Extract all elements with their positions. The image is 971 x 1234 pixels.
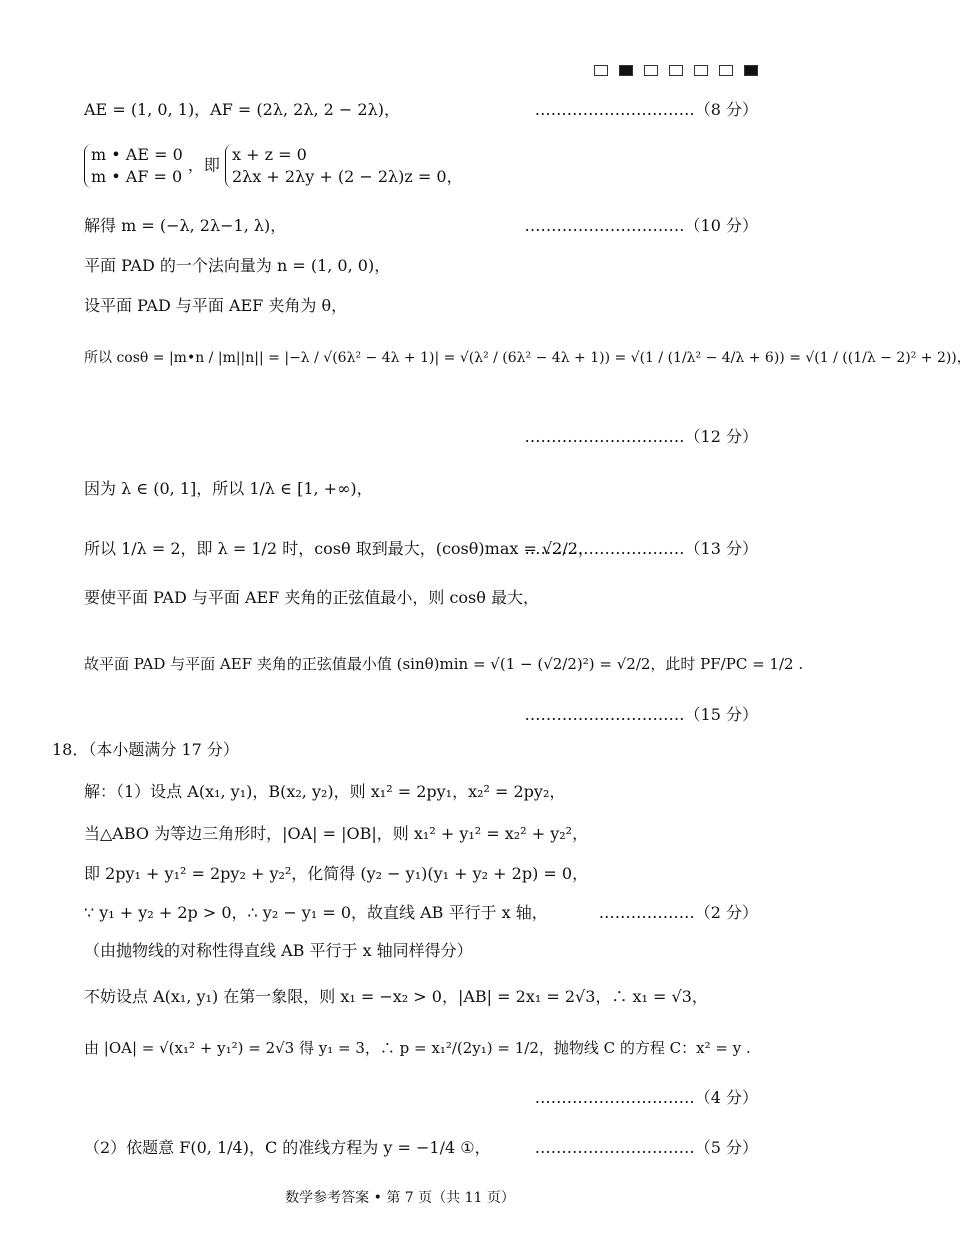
score-15: …………………………（15 分） — [524, 705, 758, 724]
line-angle: 设平面 PAD 与平面 AEF 夹角为 θ， — [84, 296, 348, 315]
score-2: ………………（2 分） — [598, 903, 758, 922]
system-right — [225, 144, 463, 188]
page-mark-3 — [644, 65, 658, 76]
line-lambda-range: 因为 λ ∈ (0, 1]，所以 1/λ ∈ [1, +∞)， — [84, 479, 373, 498]
page-mark-2 — [619, 65, 633, 76]
eq-lambda: 2λx + 2λy + (2 − 2λ)z = 0， — [231, 167, 463, 186]
line-first-quadrant: 不妨设点 A(x₁, y₁) 在第一象限，则 x₁ = −x₂ > 0，|AB| = 2x₁ = 2√3，∴ x₁ = √3， — [84, 987, 708, 1006]
score-5: …………………………（5 分） — [534, 1138, 758, 1157]
system-left — [84, 144, 183, 188]
line-points: 解：（1）设点 A(x₁, y₁)，B(x₂, y₂)，则 x₁² = 2py₁，x₂² = 2py₂， — [84, 782, 566, 801]
score-13: …………………………（13 分） — [524, 539, 758, 558]
eq-xz: x + z = 0 — [231, 145, 307, 164]
score-12: …………………………（12 分） — [524, 427, 758, 446]
score-10: …………………………（10 分） — [524, 216, 758, 235]
line-focus: （2）依题意 F(0, 1/4)，C 的准线方程为 y = −1/4 ①， — [84, 1138, 491, 1157]
question-18: 18．（本小题满分 17 分） — [52, 740, 239, 759]
score-8: …………………………（8 分） — [534, 100, 758, 119]
system-connector: ，即 — [187, 155, 220, 175]
page-mark-4 — [669, 65, 683, 76]
line-vectors: AE = (1, 0, 1)，AF = (2λ, 2λ, 2 − 2λ)， — [84, 100, 400, 119]
line-system — [84, 144, 760, 188]
line-solve-m: 解得 m = (−λ, 2λ−1, λ)， — [84, 216, 287, 235]
line-sin-min: 故平面 PAD 与平面 AEF 夹角的正弦值最小值 (sinθ)min = √(1 − (√2/2)²) = √2/2，此时 PF/PC = 1/2 . — [84, 655, 804, 673]
page-footer: 数学参考答案 • 第 7 页（共 11 页） — [285, 1190, 515, 1206]
line-cos-max: 所以 1/λ = 2，即 λ = 1/2 时，cosθ 取到最大，(cosθ)max = √2/2， — [84, 539, 594, 558]
score-4: …………………………（4 分） — [534, 1088, 758, 1107]
line-symmetry-note: （由抛物线的对称性得直线 AB 平行于 x 轴同样得分） — [84, 941, 473, 960]
line-sin-min-cond: 要使平面 PAD 与平面 AEF 夹角的正弦值最小，则 cosθ 最大， — [84, 588, 539, 607]
line-parallel: ∵ y₁ + y₂ + 2p > 0，∴ y₂ − y₁ = 0，故直线 AB 平行于 x 轴， — [84, 903, 548, 922]
eq-m-af: m • AF = 0 — [91, 167, 183, 186]
line-simplify: 即 2py₁ + y₁² = 2py₂ + y₂²，化简得 (y₂ − y₁)(y₁ + y₂ + 2p) = 0， — [84, 864, 589, 883]
page-mark-6 — [719, 65, 733, 76]
line-normal-n: 平面 PAD 的一个法向量为 n = (1, 0, 0)， — [84, 256, 391, 275]
page-mark-7 — [744, 65, 758, 76]
line-parabola-eq: 由 |OA| = √(x₁² + y₁²) = 2√3 得 y₁ = 3，∴ p = x₁²/(2y₁) = 1/2，抛物线 C 的方程 C：x² = y . — [84, 1039, 751, 1057]
line-cos: 所以 cosθ = |m•n / |m||n|| = |−λ / √(6λ² − 4λ + 1)| = √(λ² / (6λ² − 4λ + 1)) = √(1 / (1/λ² − 4/λ + 6)) = √(1 / ((1/λ − 2)² + 2))， — [84, 350, 971, 366]
eq-m-ae: m • AE = 0 — [91, 145, 183, 164]
line-equilateral: 当△ABO 为等边三角形时，|OA| = |OB|，则 x₁² + y₁² = x₂² + y₂²， — [84, 824, 589, 843]
page-marks — [594, 65, 758, 76]
page-mark-5 — [694, 65, 708, 76]
page-mark-1 — [594, 65, 608, 76]
